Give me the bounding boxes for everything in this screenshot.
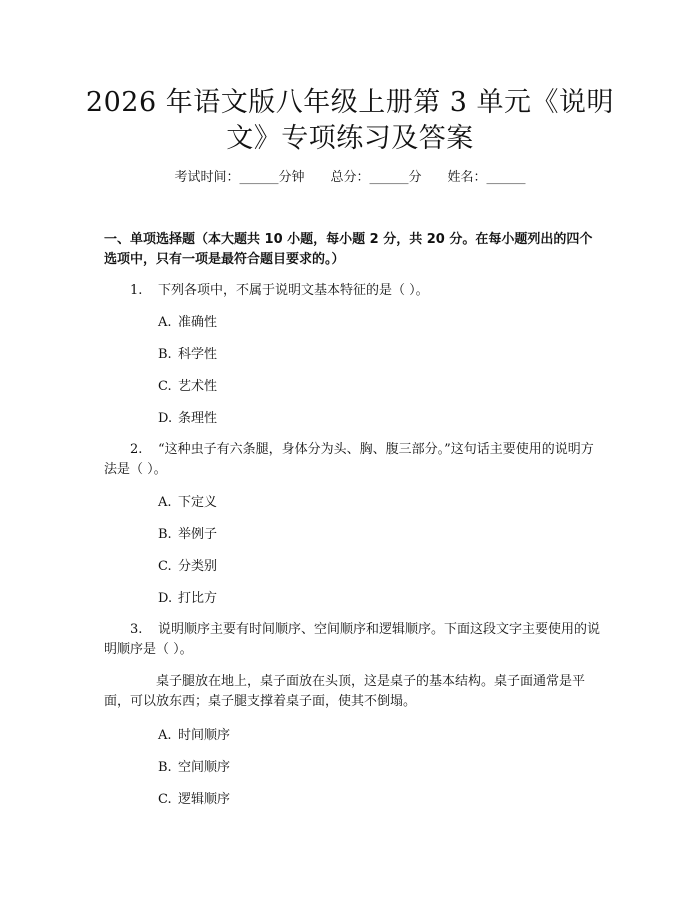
total-score-field: 总分：______分 <box>330 170 422 185</box>
question-1-option-c: C. 艺术性 <box>158 379 218 394</box>
question-3 <box>104 620 600 660</box>
option-text: 打比方 <box>178 591 218 606</box>
question-1 <box>104 281 600 301</box>
question-3-passage: 桌子腿放在地上，桌子面放在头顶，这是桌子的基本结构。桌子面通常是平面，可以放东西；桌子腿支撑着桌子面，使其不倒塌。 <box>104 674 586 709</box>
question-2 <box>104 440 600 480</box>
question-3-option-a: A. 时间顺序 <box>158 728 231 743</box>
question-text: 说明顺序主要有时间顺序、空间顺序和逻辑顺序。下面这段文字主要使用的说明顺序是（ ）。 <box>104 622 601 657</box>
question-2-option-a: A. 下定义 <box>158 495 218 510</box>
question-1-option-d: D. 条理性 <box>158 411 218 426</box>
student-name-field: 姓名：______ <box>447 170 526 185</box>
question-number: 2. <box>130 442 143 457</box>
question-number: 3. <box>130 622 143 637</box>
option-text: 空间顺序 <box>178 760 231 775</box>
question-1-option-b: B. 科学性 <box>158 347 218 362</box>
question-2-option-b: B. 举例子 <box>158 527 218 542</box>
option-text: 下定义 <box>178 495 218 510</box>
question-2-option-d: D. 打比方 <box>158 591 218 606</box>
question-number: 1. <box>130 283 143 298</box>
option-text: 举例子 <box>178 527 218 542</box>
exam-time-field: 考试时间：______分钟 <box>174 170 305 185</box>
question-text: “这种虫子有六条腿，身体分为头、胸、腹三部分。”这句话主要使用的说明方法是（ ）。 <box>104 442 594 477</box>
question-1-option-a: A. 准确性 <box>158 315 218 330</box>
option-text: 分类别 <box>178 559 218 574</box>
question-2-option-c: C. 分类别 <box>158 559 218 574</box>
option-text: 时间顺序 <box>178 728 231 743</box>
option-text: 逻辑顺序 <box>178 792 231 807</box>
question-3-option-b: B. 空间顺序 <box>158 760 231 775</box>
page-title-line-2: 文》专项练习及答案 <box>226 123 474 154</box>
option-text: 条理性 <box>178 411 218 426</box>
section-heading-single-choice: 一、单项选择题（本大题共 10 小题，每小题 2 分，共 20 分。在每小题列出的四个选项中，只有一项是最符合题目要求的。） <box>104 232 593 267</box>
option-text: 准确性 <box>178 315 218 330</box>
option-text: 艺术性 <box>178 379 218 394</box>
option-text: 科学性 <box>178 347 218 362</box>
page-title-line-1: 2026 年语文版八年级上册第 3 单元《说明 <box>85 87 615 118</box>
exam-info <box>0 169 700 187</box>
question-3-option-c: C. 逻辑顺序 <box>158 792 231 807</box>
question-text: 下列各项中，不属于说明文基本特征的是（ ）。 <box>158 283 429 298</box>
